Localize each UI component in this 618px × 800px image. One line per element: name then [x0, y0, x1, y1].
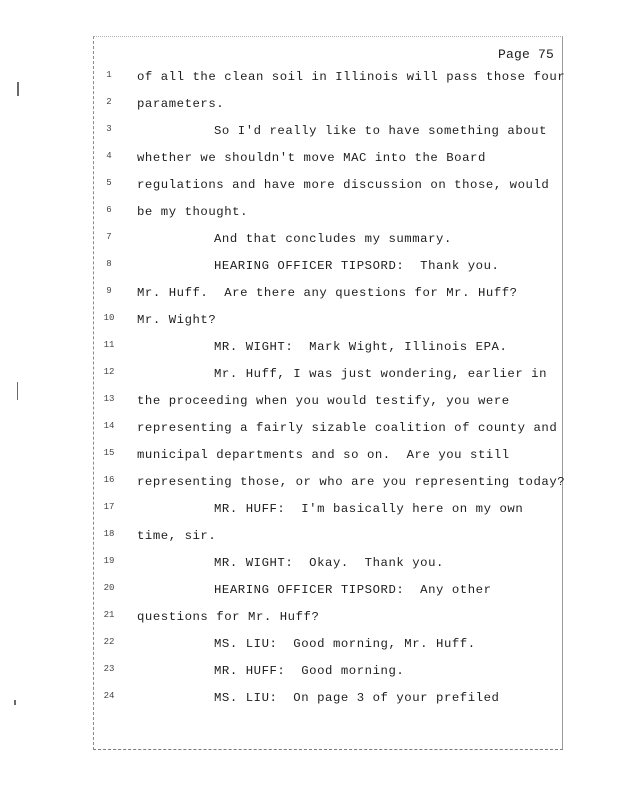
line-number: 22 — [103, 637, 115, 647]
line-number: 12 — [103, 367, 115, 377]
transcript-line — [0, 201, 618, 228]
line-text: representing those, or who are you representing today? — [137, 475, 566, 489]
transcript-line — [0, 120, 618, 147]
transcript-line — [0, 579, 618, 606]
line-text: MR. WIGHT: Okay. Thank you. — [214, 556, 444, 570]
line-number: 14 — [103, 421, 115, 431]
line-text: Mr. Huff, I was just wondering, earlier in — [214, 367, 548, 381]
line-number: 9 — [106, 286, 112, 296]
line-number: 3 — [106, 124, 112, 134]
line-number: 5 — [106, 178, 112, 188]
line-text: parameters. — [137, 97, 225, 111]
line-text: MR. HUFF: Good morning. — [214, 664, 405, 678]
transcript-line — [0, 309, 618, 336]
transcript-line — [0, 417, 618, 444]
line-text: Mr. Wight? — [137, 313, 217, 327]
transcript-lines — [0, 66, 618, 714]
line-number: 7 — [106, 232, 112, 242]
line-number: 20 — [103, 583, 115, 593]
line-text: time, sir. — [137, 529, 217, 543]
line-text: So I'd really like to have something about — [214, 124, 548, 138]
line-number: 8 — [106, 259, 112, 269]
line-number: 21 — [103, 610, 115, 620]
line-text: MR. WIGHT: Mark Wight, Illinois EPA. — [214, 340, 508, 354]
line-number: 6 — [106, 205, 112, 215]
transcript-line — [0, 282, 618, 309]
transcript-line — [0, 174, 618, 201]
line-text: MS. LIU: On page 3 of your prefiled — [214, 691, 500, 705]
line-text: MS. LIU: Good morning, Mr. Huff. — [214, 637, 476, 651]
transcript-line — [0, 93, 618, 120]
line-text: be my thought. — [137, 205, 249, 219]
line-number: 15 — [103, 448, 115, 458]
line-number: 11 — [103, 340, 115, 350]
transcript-line — [0, 552, 618, 579]
transcript-line — [0, 444, 618, 471]
line-number: 16 — [103, 475, 115, 485]
line-number: 24 — [103, 691, 115, 701]
line-number: 10 — [103, 313, 115, 323]
line-text: HEARING OFFICER TIPSORD: Any other — [214, 583, 492, 597]
transcript-line — [0, 498, 618, 525]
line-text: questions for Mr. Huff? — [137, 610, 320, 624]
line-text: whether we shouldn't move MAC into the Board — [137, 151, 486, 165]
line-text: the proceeding when you would testify, you were — [137, 394, 510, 408]
line-number: 13 — [103, 394, 115, 404]
transcript-line — [0, 390, 618, 417]
line-text: And that concludes my summary. — [214, 232, 452, 246]
line-number: 18 — [103, 529, 115, 539]
line-number: 1 — [106, 70, 112, 80]
transcript-line — [0, 228, 618, 255]
transcript-line — [0, 633, 618, 660]
line-text: HEARING OFFICER TIPSORD: Thank you. — [214, 259, 500, 273]
line-text: regulations and have more discussion on those, would — [137, 178, 550, 192]
transcript-line — [0, 363, 618, 390]
transcript-line — [0, 525, 618, 552]
line-number: 2 — [106, 97, 112, 107]
line-number: 4 — [106, 151, 112, 161]
page-number: Page 75 — [498, 47, 555, 62]
transcript-line — [0, 147, 618, 174]
transcript-line — [0, 66, 618, 93]
line-text: representing a fairly sizable coalition of county and — [137, 421, 558, 435]
transcript-line — [0, 606, 618, 633]
line-text: of all the clean soil in Illinois will pass those four — [137, 70, 566, 84]
line-text: municipal departments and so on. Are you still — [137, 448, 510, 462]
transcript-line — [0, 336, 618, 363]
transcript-line — [0, 471, 618, 498]
line-text: MR. HUFF: I'm basically here on my own — [214, 502, 524, 516]
transcript-line — [0, 687, 618, 714]
transcript-line — [0, 255, 618, 282]
line-number: 17 — [103, 502, 115, 512]
transcript-line — [0, 660, 618, 687]
line-number: 19 — [103, 556, 115, 566]
line-number: 23 — [103, 664, 115, 674]
line-text: Mr. Huff. Are there any questions for Mr. Huff? — [137, 286, 518, 300]
